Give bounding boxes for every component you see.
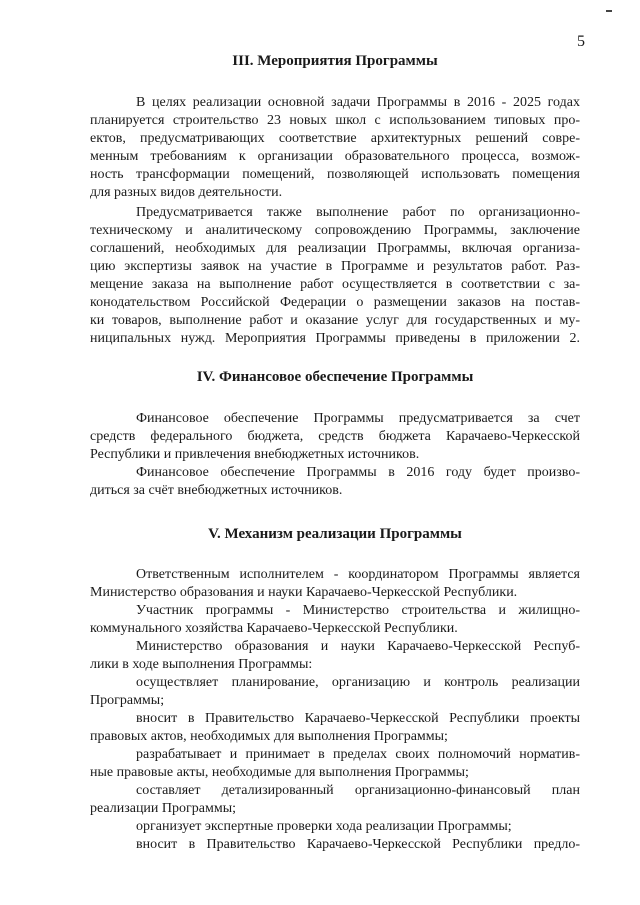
text-line: для разных видов деятельности. xyxy=(90,185,283,200)
text-line: Предусматривается также выполнение работ по организационно- xyxy=(136,205,580,220)
text-line: Ответственным исполнителем - координатором Программы является xyxy=(136,567,580,582)
text-line: диться за счёт внебюджетных источников. xyxy=(90,483,343,498)
text-line: правовых актов, необходимых для выполнения Программы; xyxy=(90,729,448,744)
text-line: техническому и аналитическому сопровождению Программы, заключение xyxy=(90,223,580,238)
text-line: вносит в Правительство Карачаево-Черкесской Республики проекты xyxy=(136,711,580,726)
text-line: Министерство образования и науки Карачаево-Черкесской Респуб- xyxy=(136,639,580,654)
text-line: конодательством Российской Федерации о размещении заказов на постав- xyxy=(90,295,580,310)
text-line: соглашений, необходимых для реализации Программы, включая организа- xyxy=(90,241,580,256)
text-line: цию экспертизы заявок на участие в Программе и результатов работ. Раз- xyxy=(90,259,580,274)
text-line: реализации Программы; xyxy=(90,801,237,816)
text-line: Программы; xyxy=(90,693,165,708)
text-line: ность трансформации помещений, позволяющей использовать помещения xyxy=(90,167,580,182)
text-line: Участник программы - Министерство строительства и жилищно- xyxy=(136,603,580,618)
text-line: ектов, предусматривающих соответствие архитектурных решений совре- xyxy=(90,131,580,146)
text-line: планируется строительство 23 новых школ с использованием типовых про- xyxy=(90,113,580,128)
text-line: коммунального хозяйства Карачаево-Черкесской Республики. xyxy=(90,621,458,636)
section-heading-v: V. Механизм реализации Программы xyxy=(208,526,462,542)
section-heading-iv: IV. Финансовое обеспечение Программы xyxy=(196,369,474,385)
section-heading-iii: III. Мероприятия Программы xyxy=(232,53,438,69)
page-number: 5 xyxy=(577,33,585,50)
text-line: средств федерального бюджета, средств бюджета Карачаево-Черкесской xyxy=(90,429,580,444)
text-line: В целях реализации основной задачи Программы в 2016 - 2025 годах xyxy=(136,95,580,110)
text-line: менным требованиям к организации образовательного процесса, возмож- xyxy=(90,149,580,164)
text-line: осуществляет планирование, организацию и контроль реализации xyxy=(136,675,580,690)
text-line: Финансовое обеспечение Программы предусматривается за счет xyxy=(136,411,580,426)
text-line: Финансовое обеспечение Программы в 2016 году будет произво- xyxy=(136,465,580,480)
text-line: вносит в Правительство Карачаево-Черкесской Республики предло- xyxy=(136,837,580,852)
text-line: ные правовые акты, необходимые для выполнения Программы; xyxy=(90,765,469,780)
text-line: лики в ходе выполнения Программы: xyxy=(90,657,313,672)
text-line: разрабатывает и принимает в пределах своих полномочий норматив- xyxy=(136,747,580,762)
text-line: Республики и привлечения внебюджетных источников. xyxy=(90,447,420,462)
text-line: организует экспертные проверки хода реализации Программы; xyxy=(136,819,512,834)
scan-mark xyxy=(606,10,612,12)
text-line: ниципальных нужд. Мероприятия Программы приведены в приложении 2. xyxy=(90,331,580,346)
text-line: составляет детализированный организационно-финансовый план xyxy=(136,783,580,798)
text-line: Министерство образования и науки Карачаево-Черкесской Республики. xyxy=(90,585,518,600)
text-line: ки товаров, выполнение работ и оказание услуг для государственных и му- xyxy=(90,313,580,328)
text-line: мещение заказа на выполнение работ осуществляется в соответствии с за- xyxy=(90,277,580,292)
